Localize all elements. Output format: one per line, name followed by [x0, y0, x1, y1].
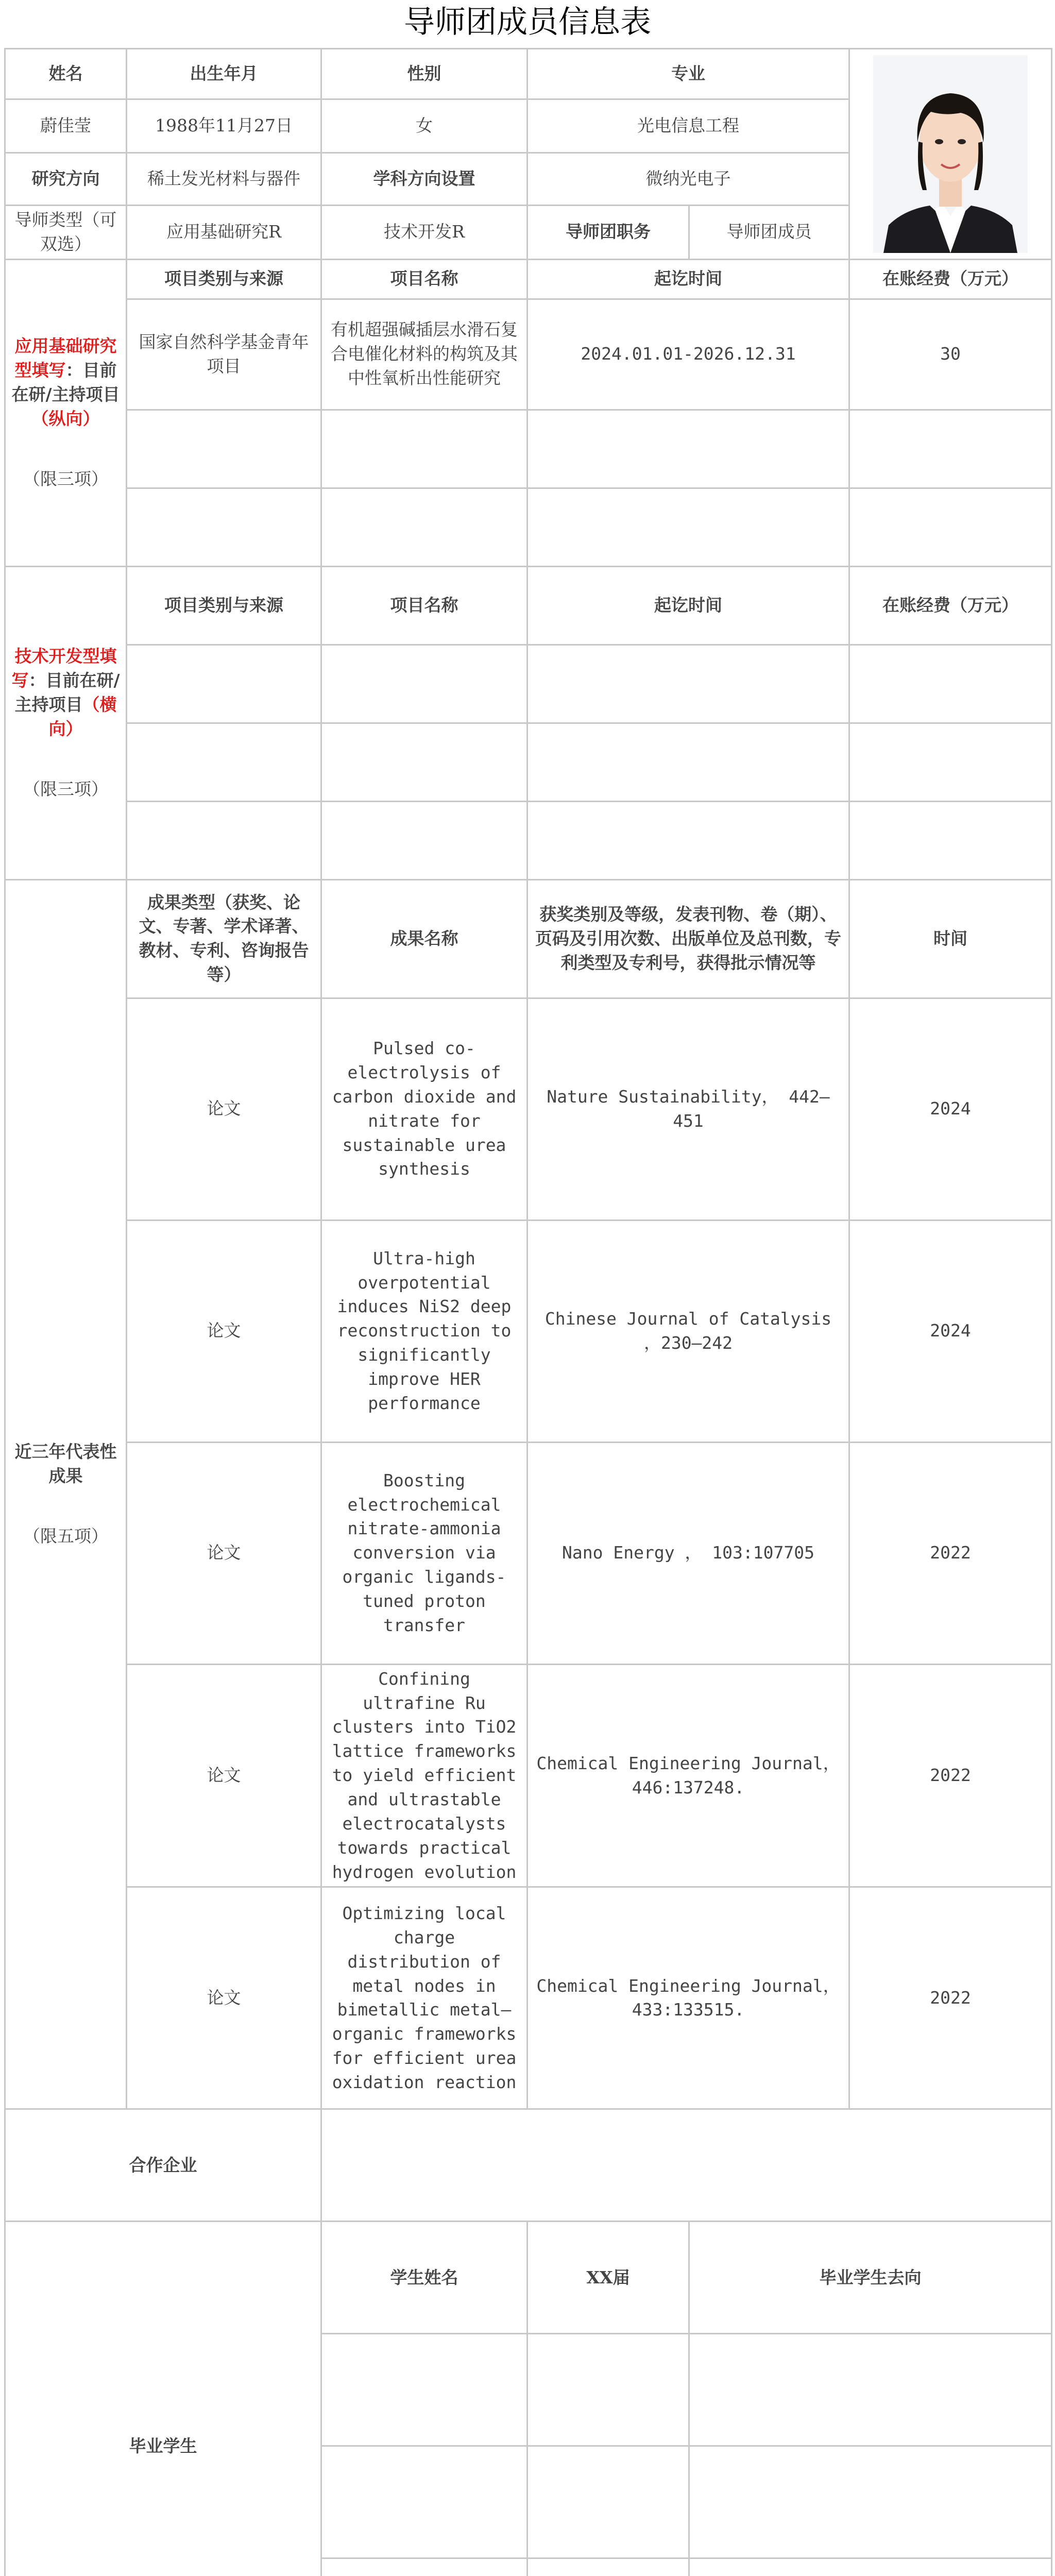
- achievement-time: 2022: [849, 1664, 1052, 1887]
- project-name-header: 项目名称: [321, 259, 528, 299]
- basic-header-row: [5, 49, 1052, 99]
- destination: [689, 2446, 1052, 2558]
- project-source: 国家自然科学基金青年项目: [127, 299, 321, 410]
- class-year: [528, 2334, 689, 2446]
- achievement-name-header: 成果名称: [321, 879, 528, 998]
- achievement-time: 2024: [849, 998, 1052, 1220]
- duty-header: 导师团职务: [528, 206, 689, 260]
- discipline-header: 学科方向设置: [321, 153, 528, 206]
- type-header: 导师类型（可双选）: [5, 206, 127, 260]
- class-year: [528, 2446, 689, 2558]
- project-source: [127, 645, 321, 723]
- project-source: [127, 488, 321, 566]
- table-row: [5, 1442, 1052, 1664]
- graduates-header-row: [5, 2222, 1052, 2334]
- tech-dev-header-row: [5, 566, 1052, 645]
- student-name-header: 学生姓名: [321, 2222, 528, 2334]
- project-funding-header: 在账经费（万元）: [849, 566, 1052, 645]
- project-period-header: 起讫时间: [528, 259, 849, 299]
- achievement-time: 2024: [849, 1220, 1052, 1442]
- table-row: [5, 299, 1052, 410]
- type-option-1: 应用基础研究R: [127, 206, 321, 260]
- destination-header: 毕业学生去向: [689, 2222, 1052, 2334]
- project-source: [127, 723, 321, 801]
- project-funding-header: 在账经费（万元）: [849, 259, 1052, 299]
- table-row: [5, 723, 1052, 801]
- table-row: [5, 1887, 1052, 2109]
- table-row: [5, 998, 1052, 1220]
- destination: [689, 2334, 1052, 2446]
- achievements-label: 近三年代表性成果 （限五项）: [5, 879, 127, 2109]
- discipline-value: 微纳光电子: [528, 153, 849, 206]
- destination: [689, 2558, 1052, 2576]
- class-year-header: XX届: [528, 2222, 689, 2334]
- achievement-name: Confining ultrafine Ru clusters into TiO2 lattice frameworks to yield efficient and ultrastable electrocatalysts towards practical hydrogen evolution: [321, 1664, 528, 1887]
- project-period: [528, 723, 849, 801]
- achievements-header-row: [5, 879, 1052, 998]
- gender-header: 性别: [321, 49, 528, 99]
- page-title: 导师团成员信息表: [404, 4, 651, 40]
- achievement-type: 论文: [127, 1220, 321, 1442]
- major-header: 专业: [528, 49, 849, 99]
- project-source: [127, 801, 321, 879]
- research-value: 稀土发光材料与器件: [127, 153, 321, 206]
- project-source: [127, 410, 321, 488]
- name-header: 姓名: [5, 49, 127, 99]
- project-funding: [849, 488, 1052, 566]
- achievement-name: Pulsed co-electrolysis of carbon dioxide and nitrate for sustainable urea synthesis: [321, 998, 528, 1220]
- basic-research-label: 应用基础研究型填写：目前在研/主持项目（纵向） （限三项）: [5, 259, 127, 566]
- research-header: 研究方向: [5, 153, 127, 206]
- portrait-photo: [873, 55, 1028, 253]
- project-period: 2024.01.01-2026.12.31: [528, 299, 849, 410]
- project-funding: 30: [849, 299, 1052, 410]
- tech-dev-label: 技术开发型填写：目前在研/主持项目（横向） （限三项）: [5, 566, 127, 879]
- project-period: [528, 410, 849, 488]
- achievement-detail: Chemical Engineering Journal，446:137248.: [528, 1664, 849, 1887]
- project-period-header: 起讫时间: [528, 566, 849, 645]
- cooperation-value: [321, 2109, 1052, 2222]
- project-funding: [849, 645, 1052, 723]
- project-name-header: 项目名称: [321, 566, 528, 645]
- student-name: [321, 2558, 528, 2576]
- project-name: [321, 488, 528, 566]
- table-row: [5, 410, 1052, 488]
- project-funding: [849, 801, 1052, 879]
- project-funding: [849, 723, 1052, 801]
- class-year: [528, 2558, 689, 2576]
- achievement-detail: Chemical Engineering Journal，433:133515.: [528, 1887, 849, 2109]
- cooperation-label: 合作企业: [5, 2109, 321, 2222]
- achievement-time: 2022: [849, 1442, 1052, 1664]
- graduates-label: 毕业学生: [5, 2222, 321, 2576]
- project-source-header: 项目类别与来源: [127, 259, 321, 299]
- achievement-detail: Nature Sustainability， 442–451: [528, 998, 849, 1220]
- project-period: [528, 645, 849, 723]
- achievement-name: Boosting electrochemical nitrate-ammonia conversion via organic ligands-tuned proton transfer: [321, 1442, 528, 1664]
- type-option-2: 技术开发R: [321, 206, 528, 260]
- table-row: [5, 1220, 1052, 1442]
- project-name: [321, 645, 528, 723]
- achievement-type: 论文: [127, 1887, 321, 2109]
- project-name: [321, 410, 528, 488]
- achievement-type: 论文: [127, 1664, 321, 1887]
- table-row: [5, 801, 1052, 879]
- achievement-time-header: 时间: [849, 879, 1052, 998]
- project-funding: [849, 410, 1052, 488]
- achievement-detail-header: 获奖类别及等级，发表刊物、卷（期）、页码及引用次数、出版单位及总刊数，专利类型及专利号，获得批示情况等: [528, 879, 849, 998]
- project-name: [321, 723, 528, 801]
- birth-value: 1988年11月27日: [127, 99, 321, 153]
- table-row: [5, 645, 1052, 723]
- student-name: [321, 2334, 528, 2446]
- project-period: [528, 488, 849, 566]
- table-row: [5, 1664, 1052, 1887]
- achievement-detail: Nano Energy ， 103:107705: [528, 1442, 849, 1664]
- project-period: [528, 801, 849, 879]
- achievement-time: 2022: [849, 1887, 1052, 2109]
- major-value: 光电信息工程: [528, 99, 849, 153]
- achievement-type-header: 成果类型（获奖、论文、专著、学术译著、教材、专利、咨询报告等）: [127, 879, 321, 998]
- table-row: [5, 488, 1052, 566]
- gender-value: 女: [321, 99, 528, 153]
- info-form-table: [4, 48, 1052, 2576]
- name-value: 蔚佳莹: [5, 99, 127, 153]
- achievement-type: 论文: [127, 1442, 321, 1664]
- basic-research-header-row: [5, 259, 1052, 299]
- achievement-name: Optimizing local charge distribution of metal nodes in bimetallic metal–organic frameworks for efficient urea oxidation reaction: [321, 1887, 528, 2109]
- student-name: [321, 2446, 528, 2558]
- project-source-header: 项目类别与来源: [127, 566, 321, 645]
- achievement-type: 论文: [127, 998, 321, 1220]
- cooperation-row: [5, 2109, 1052, 2222]
- achievement-name: Ultra-high overpotential induces NiS2 deep reconstruction to significantly improve HER performance: [321, 1220, 528, 1442]
- duty-value: 导师团成员: [689, 206, 849, 260]
- achievement-detail: Chinese Journal of Catalysis ，230–242: [528, 1220, 849, 1442]
- birth-header: 出生年月: [127, 49, 321, 99]
- project-name: 有机超强碱插层水滑石复合电催化材料的构筑及其中性氧析出性能研究: [321, 299, 528, 410]
- project-name: [321, 801, 528, 879]
- photo-cell: [849, 49, 1052, 260]
